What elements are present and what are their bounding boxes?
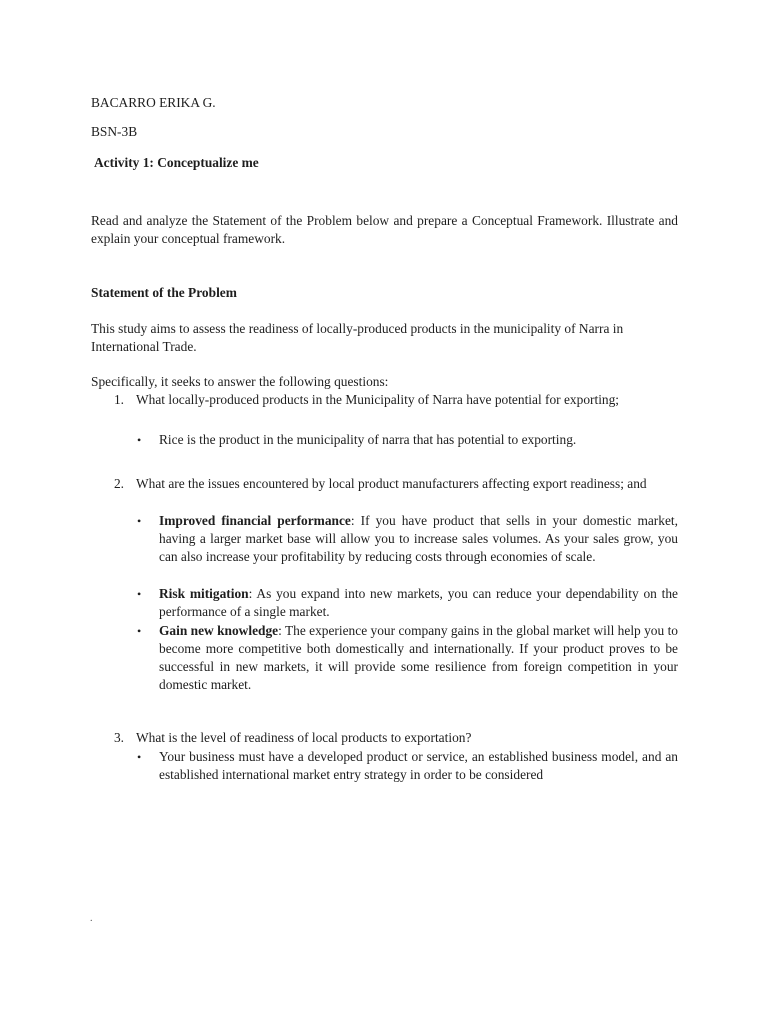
answer-text: Risk mitigation: As you expand into new markets, you can reduce your dependability on the performance of a single market. [159,586,678,619]
answer-text: Improved financial performance: If you have product that sells in your domestic market, having a larger market base will allow you to increase sales volumes. As your sales grow, you can also increase your profitability by reducing costs through economies of scale. [159,513,678,564]
bullet-icon: • [137,587,142,601]
sop-lead: Specifically, it seeks to answer the following questions: [91,374,389,389]
footer-mark: . [90,913,93,924]
question-text: What locally-produced products in the Municipality of Narra have potential for exporting; [136,392,620,407]
instructions-paragraph: Read and analyze the Statement of the Problem below and prepare a Conceptual Framework. Illustrate and explain your conceptual framework. [91,213,678,246]
answer-text: Your business must have a developed product or service, an established business model, and an established international market entry strategy in order to be considered [159,749,678,782]
answer-term: Improved financial performance [159,513,351,528]
answer-text: Rice is the product in the municipality of narra that has potential to exporting. [159,432,577,447]
bullet-icon: • [137,514,142,528]
bullet-icon: • [137,750,142,764]
question-number: 2. [113,476,124,491]
question-text: What are the issues encountered by local product manufacturers affecting export readiness; and [136,476,647,491]
sop-intro: This study aims to assess the readiness of locally-produced products in the municipality of Narra in International Trade. [91,321,624,354]
student-name: BACARRO ERIKA G. [91,95,216,110]
question-number: 1. [113,392,124,407]
bullet-icon: • [137,624,142,638]
answer-term: Gain new knowledge [159,623,279,638]
question-number: 3. [113,730,124,745]
answer-term: Risk mitigation [159,586,249,601]
answer-text: Gain new knowledge: The experience your company gains in the global market will help you to become more competitive both domestically and internationally. If your product proves to be successful in new markets, it will provide some resilience from foreign competition in your domestic market. [159,623,678,692]
question-text: What is the level of readiness of local products to exportation? [136,730,472,745]
bullet-icon: • [137,433,142,447]
activity-title: Activity 1: Conceptualize me [94,155,259,170]
student-section: BSN-3B [91,124,138,139]
sop-heading: Statement of the Problem [91,285,237,300]
